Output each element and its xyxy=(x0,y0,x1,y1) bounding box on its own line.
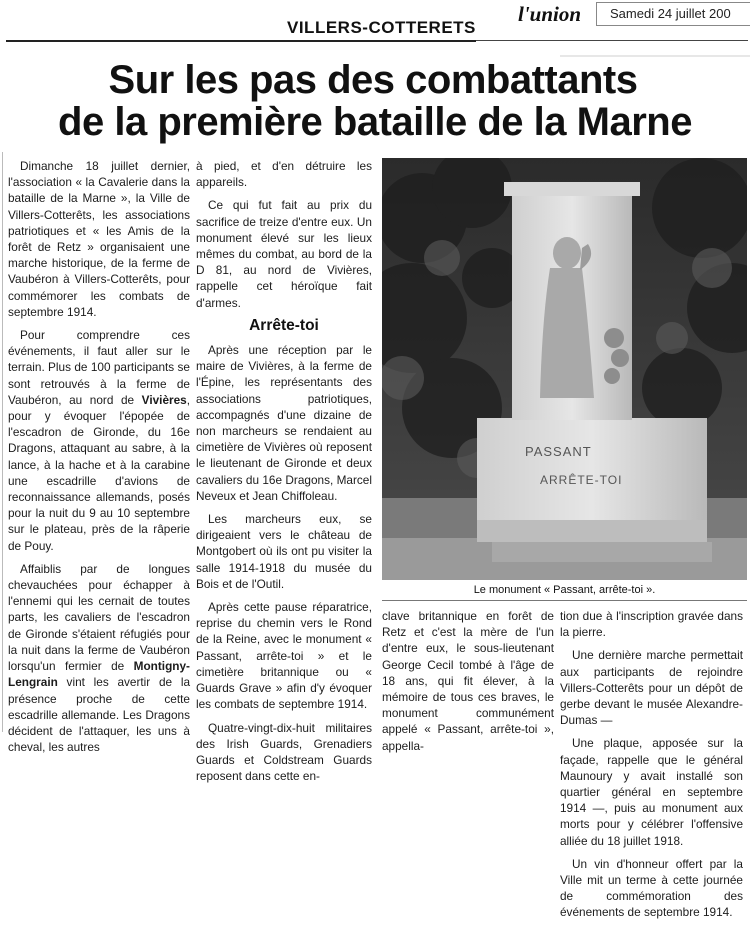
place-name: Vivières xyxy=(141,392,187,407)
headline-line-1: Sur les pas des combattants xyxy=(108,58,638,102)
paragraph: Les marcheurs eux, se dirigeaient vers le château de Montgobert où ils ont pu visiter la salle 1914-1918 du musée du Bois et de l'Outil. xyxy=(196,512,372,591)
paragraph xyxy=(8,327,190,554)
article-column-2 xyxy=(196,158,372,791)
section-title: VILLERS-COTTERETS xyxy=(287,18,476,37)
article-column-3 xyxy=(382,608,554,761)
margin-rule xyxy=(2,152,3,732)
monument-photo xyxy=(382,158,747,580)
text-run: vint les avertir de la présence proche de cette escadrille allemande. Les Dragons décident de l'attaquer, les uns à cheval, les autres xyxy=(8,675,190,755)
headline-line-2: de la première bataille de la Marne xyxy=(58,100,692,144)
newspaper-brand: l'union xyxy=(518,2,582,26)
monument-illustration xyxy=(382,158,747,580)
subheading: Arrête-toi xyxy=(249,316,319,334)
paragraph: Dimanche 18 juillet dernier, l'association « la Cavalerie dans la bataille de la Marne », la Ville de Villers-Cotterêts, les associations patriotiques et « les Amis de la forêt de Retz » organisaient une marche historique, de la ferme de Vaubéron à Villers-Cotterêts, pour commémorer les combats de septembre 1914. xyxy=(8,159,190,319)
header-rule xyxy=(276,40,476,42)
photo-caption: Le monument « Passant, arrête-toi ». xyxy=(473,584,656,596)
place-name: Montigny-Lengrain xyxy=(8,659,190,690)
paragraph: Ce qui fut fait au prix du sacrifice de treize d'entre eux. Un monument élevé sur les lieux mêmes du combat, au bord de la D 81, au nord de Vivières, rappelle cet héroïque fait d'armes. xyxy=(196,198,372,310)
article-column-1 xyxy=(8,158,190,762)
header-rule xyxy=(6,40,276,42)
paragraph: Une plaque, apposée sur la façade, rappelle que le général Maunoury y avait installé son quartier général en septembre 1914 —, puis au monument aux morts pour y célébrer l'offensive alliée du 18 juillet 1918. xyxy=(560,736,743,848)
text-run: , pour y évoquer l'épopée de l'escadron de Gironde, du 16e Dragons, attaquant au sabre, à la lance, à la hache et à la carabine une escadrille d'avions de reconnaissance allemands, posés pour la nuit du 9 au 10 septembre sur le plateau, près de la râperie de Pouy. xyxy=(8,392,190,553)
paragraph: Un vin d'honneur offert par la Ville mit un terme à cette journée de commémoration des événements de septembre 1914. xyxy=(560,856,743,920)
paragraph: Une dernière marche permettait aux participants de rejoindre Villers-Cotterêts pour un dépôt de gerbe devant le musée Alexandre-Dumas — xyxy=(560,648,743,728)
paragraph: Après une réception par le maire de Vivières, à la ferme de l'Épine, les représentants des associations patriotiques, accompagnés d'une dizaine de non marcheurs se rendaient au cimetière de Vivières où reposent le lieutenant de Gironde et deux cavaliers du 16e Dragons, Marcel Neveux et Jean Chiffoleau. xyxy=(196,343,372,503)
article-column-4 xyxy=(560,608,743,928)
paragraph: à pied, et d'en détruire les appareils. xyxy=(196,159,372,190)
paragraph: clave britannique en forêt de Retz et c'est la mère de l'un d'entre eux, le sous-lieutenant George Cecil tombé à l'âge de 18 ans, qui fit élever, à la mémoire de tous ces braves, le monument communément appelé « Passant, arrête-toi », appella- xyxy=(382,609,554,753)
header-rule xyxy=(476,40,748,41)
caption-rule xyxy=(382,600,747,601)
paragraph: Après cette pause réparatrice, reprise du chemin vers le Rond de la Reine, avec le monument « Passant, arrête-toi » et le cimetière britannique ou « Guards Grave » afin d'y évoquer les combats de septembre 1914. xyxy=(196,600,372,712)
issue-date: Samedi 24 juillet 200 xyxy=(610,6,731,21)
paragraph: tion due à l'inscription gravée dans la pierre. xyxy=(560,609,743,640)
paragraph: Quatre-vingt-dix-huit militaires des Irish Guards, Grenadiers Guards et Coldstream Guards reposent dans cette en- xyxy=(196,720,372,784)
text-run: Pour comprendre ces événements, il faut aller sur le terrain. Plus de 100 participants se sont retrouvés à la ferme de Vaubéron, au nord de xyxy=(8,328,190,407)
inscription-line-2: ARRÊTE-TOI xyxy=(540,473,623,487)
text-run: Affaiblis par de longues chevauchées pour échapper à l'ennemi qui les cernait de toutes parts, les cavaliers de l'escadron de Gironde s'étaient réfugiés pour la nuit dans la ferme de Vaubéron lorsqu'un fermier de xyxy=(8,561,190,674)
paragraph xyxy=(8,561,190,755)
inscription-line-1: PASSANT xyxy=(525,444,592,459)
